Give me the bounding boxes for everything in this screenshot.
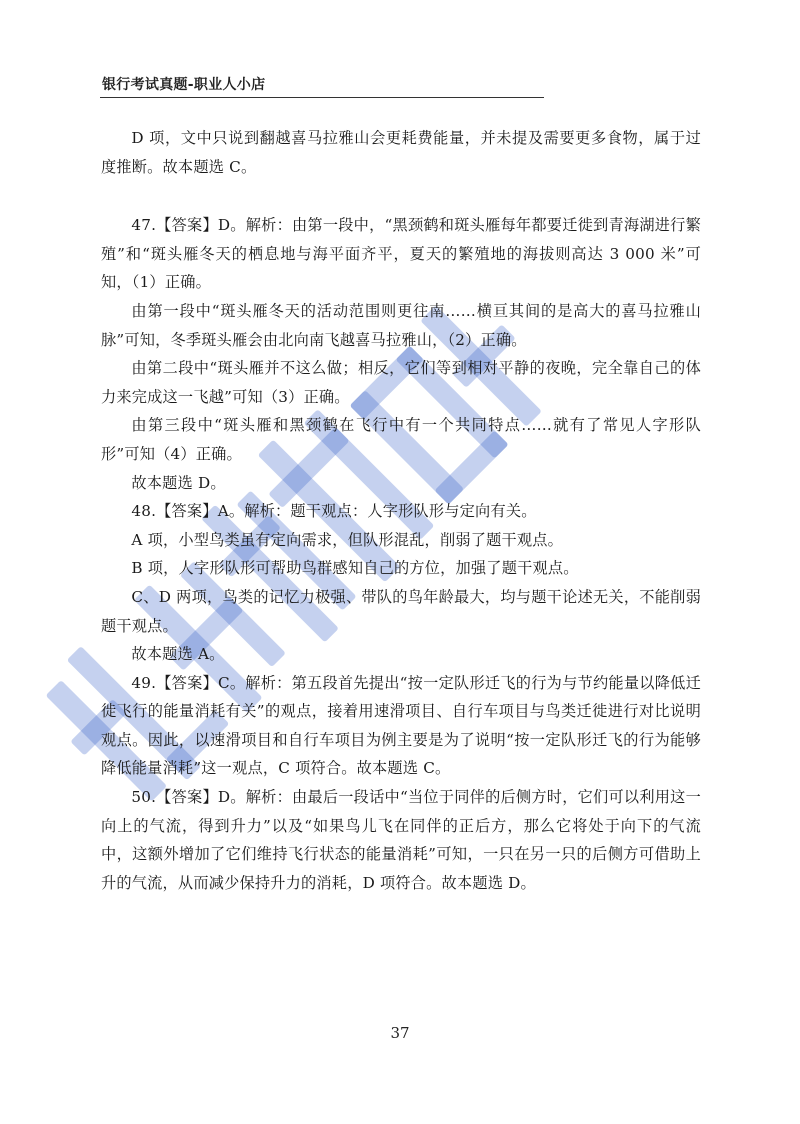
paragraph-q48-option-a: A 项，小型鸟类虽有定向需求，但队形混乱，削弱了题干观点。 xyxy=(131,530,564,549)
paragraph-q47-point3: 由第二段中“斑头雁并不这么做；相反，它们等到相对平静的夜晚，完全靠自己的体力来完成这一飞越”可知（3）正确。 xyxy=(101,359,701,406)
paragraph-q48-conclusion: 故本题选 A。 xyxy=(131,645,225,664)
paragraph-q48-option-cd: C、D 两项，鸟类的记忆力极强、带队的鸟年龄最大，均与题干论述无关，不能削弱题干观点。 xyxy=(101,587,701,635)
paragraph-gap xyxy=(101,181,701,211)
paragraph-q47-conclusion: 故本题选 D。 xyxy=(131,473,226,492)
paragraph-q48-option-b: B 项，人字形队形可帮助鸟群感知自己的方位，加强了题干观点。 xyxy=(131,559,579,578)
paragraph-option-d-note: D 项，文中只说到翻越喜马拉雅山会更耗费能量，并未提及需要更多食物，属于过度推断。故本题选 C。 xyxy=(101,129,701,176)
paragraph-q48-answer: 48.【答案】A。解析：题干观点：人字形队形与定向有关。 xyxy=(131,502,537,521)
page-number: 37 xyxy=(390,1024,410,1042)
paragraph-q49-answer: 49.【答案】C。解析：第五段首先提出“按一定队形迁飞的行为与节约能量以降低迁徙飞行的能量消耗有关”的观点，接着用速滑项目、自行车项目与鸟类迁徙进行对比说明观点。因此，以速滑项目和自行车项目为例主要是为了说明“按一定队形迁飞的行为能够降低能量消耗”这一观点，C 项符合。故本题选 C。 xyxy=(101,673,701,778)
paragraph-q47-point4: 由第三段中“斑头雁和黑颈鹤在飞行中有一个共同特点……就有了常见人字形队形”可知（4）正确。 xyxy=(101,416,701,463)
paragraph-q47-point2: 由第一段中“斑头雁冬天的活动范围则更往南……横亘其间的是高大的喜马拉雅山脉”可知，冬季斑头雁会由北向南飞越喜马拉雅山，（2）正确。 xyxy=(101,301,701,349)
paragraph-q50-answer: 50.【答案】D。解析：由最后一段话中“当位于同伴的后侧方时，它们可以利用这一向上的气流，得到升力”以及“如果鸟儿飞在同伴的正后方，那么它将处于向下的气流中，这额外增加了它们维持飞行状态的能量消耗”可知，一只在另一只的后侧方可借助上升的气流，从而减少保持升力的消耗，D 项符合。故本题选 D。 xyxy=(101,788,701,892)
answer-explanations xyxy=(101,124,701,897)
paragraph-q47-answer: 47.【答案】D。解析：由第一段中，“黑颈鹤和斑头雁每年都要迁徙到青海湖进行繁殖”和“斑头雁冬天的栖息地与海平面齐平，夏天的繁殖地的海拔则高达 3 000 米”可知，（1）正确。 xyxy=(101,216,701,292)
header-rule xyxy=(100,97,544,98)
running-header: 银行考试真题-职业人小店 xyxy=(102,77,266,93)
